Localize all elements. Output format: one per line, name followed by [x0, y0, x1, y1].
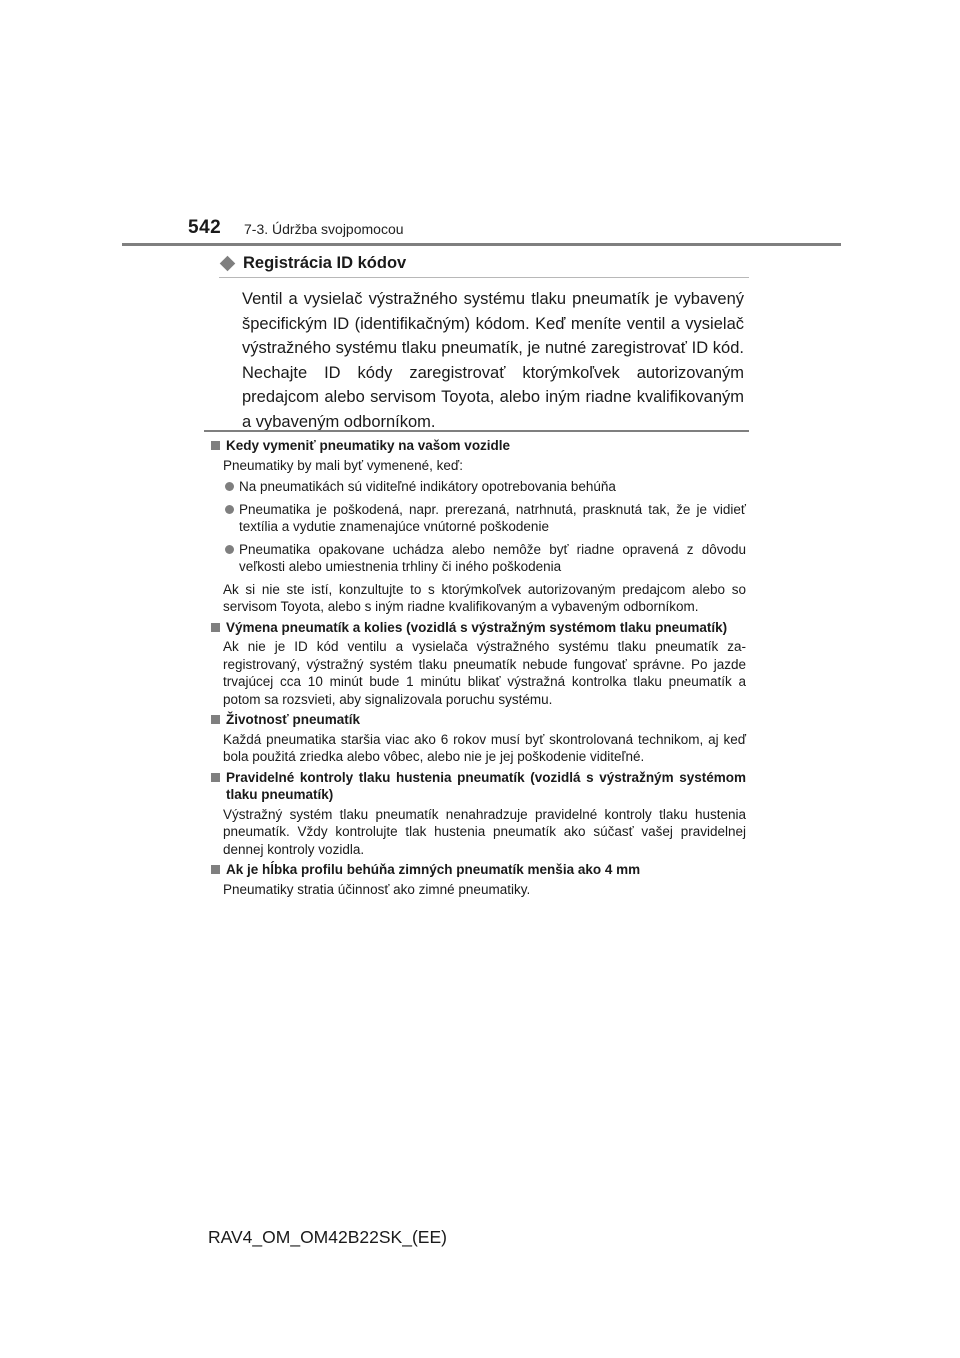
note-tire-wheel-replacement [209, 619, 746, 709]
note-body: Výstražný systém tlaku pneumatík nenahradzuje pravidelné kontroly tlaku hustenia pneumatík. Vždy kontrolujte tlak hustenia pneumatík ako súčasť vašej pravidelnej dennej kontroly vozidla. [223, 806, 746, 857]
document-code-footer: RAV4_OM_OM42B22SK_(EE) [208, 1227, 447, 1247]
bullet-list [209, 478, 746, 576]
note-body: Každá pneumatika staršia viac ako 6 rokov musí byť skontrolovaná technikom, aj keď bola použitá zriedka alebo vôbec, alebo nie je jej poškodenie viditeľné. [223, 731, 746, 764]
registration-title: Registrácia ID kódov [243, 254, 407, 272]
note-winter-tread-depth [209, 861, 746, 898]
note-intro: Pneumatiky by mali byť vymenené, keď: [223, 457, 463, 473]
note-tire-lifespan [209, 711, 746, 766]
note-body: Pneumatiky stratia účinnosť ako zimné pneumatiky. [223, 881, 531, 897]
circle-bullet-icon [225, 505, 234, 514]
page-number: 542 [188, 217, 222, 238]
note-title: Kedy vymeniť pneumatiky na vašom vozidle [226, 438, 511, 453]
header-divider [122, 243, 841, 246]
square-bullet-icon [211, 773, 220, 782]
note-title: Pravidelné kontroly tlaku hustenia pneumatík (vozidlá s výstražným systémom tlaku pneumatík) [226, 769, 746, 802]
notes-divider [204, 430, 749, 432]
square-bullet-icon [211, 715, 220, 724]
note-title: Výmena pneumatík a kolies (vozidlá s výstražným systémom tlaku pneumatík) [226, 619, 728, 635]
note-title: Ak je hĺbka profilu behúňa zimných pneumatík menšia ako 4 mm [226, 862, 641, 877]
square-bullet-icon [211, 441, 220, 450]
notes-section [209, 437, 746, 901]
note-title: Životnosť pneumatík [226, 712, 360, 727]
square-bullet-icon [211, 865, 220, 874]
registration-heading [219, 254, 406, 273]
list-item: Na pneumatikách sú viditeľné indikátory opotrebovania behúňa [209, 478, 746, 496]
note-tire-replacement-timing [209, 437, 746, 616]
list-item: Pneumatika opakovane uchádza alebo nemôže byť riadne opravená z dôvodu veľkosti alebo umiestnenia trhliny či iného poškodenia [209, 541, 746, 576]
note-pressure-checks [209, 769, 746, 859]
registration-body: Ventil a vysielač výstražného systému tlaku pneumatík je vybavený špecifickým ID (identifikačným) kódom. Keď meníte ventil a vysielač výstražného systému tlaku pneumatík, je nutné zaregistrovať ID kód. Nechajte ID kódy zaregistrovať ktorýmkoľvek autorizovaným predajcom alebo servisom Toyota, alebo iným riadne kvalifikovaným a vybaveným odborníkom. [242, 290, 744, 431]
square-bullet-icon [211, 623, 220, 632]
circle-bullet-icon [225, 545, 234, 554]
registration-divider [219, 277, 749, 278]
note-body: Ak nie je ID kód ventilu a vysielača výstražného systému tlaku pneumatík zaregistrovaný, výstražný systém tlaku pneumatík nebude fungovať správne. Po jazde trvajúcej cca 10 minút bude 1 minútu blikať výstražná kontrolka tlaku pneumatík a potom sa rozsvieti, aby signalizovala poruchu systému. [223, 639, 746, 707]
diamond-bullet-icon [220, 256, 236, 272]
circle-bullet-icon [225, 482, 234, 491]
list-item: Pneumatika je poškodená, napr. prerezaná, natrhnutá, prasknutá tak, že je vidieť textília a vydutie znamenajúce vnútorné poškodenie [209, 501, 746, 536]
section-title: 7-3. Údržba svojpomocou [244, 221, 404, 237]
note-outro: Ak si nie ste istí, konzultujte to s ktorýmkoľvek autorizovaným predajcom alebo so servisom Toyota, alebo s iným riadne kvalifikovaným a vybaveným odborníkom. [223, 581, 746, 614]
